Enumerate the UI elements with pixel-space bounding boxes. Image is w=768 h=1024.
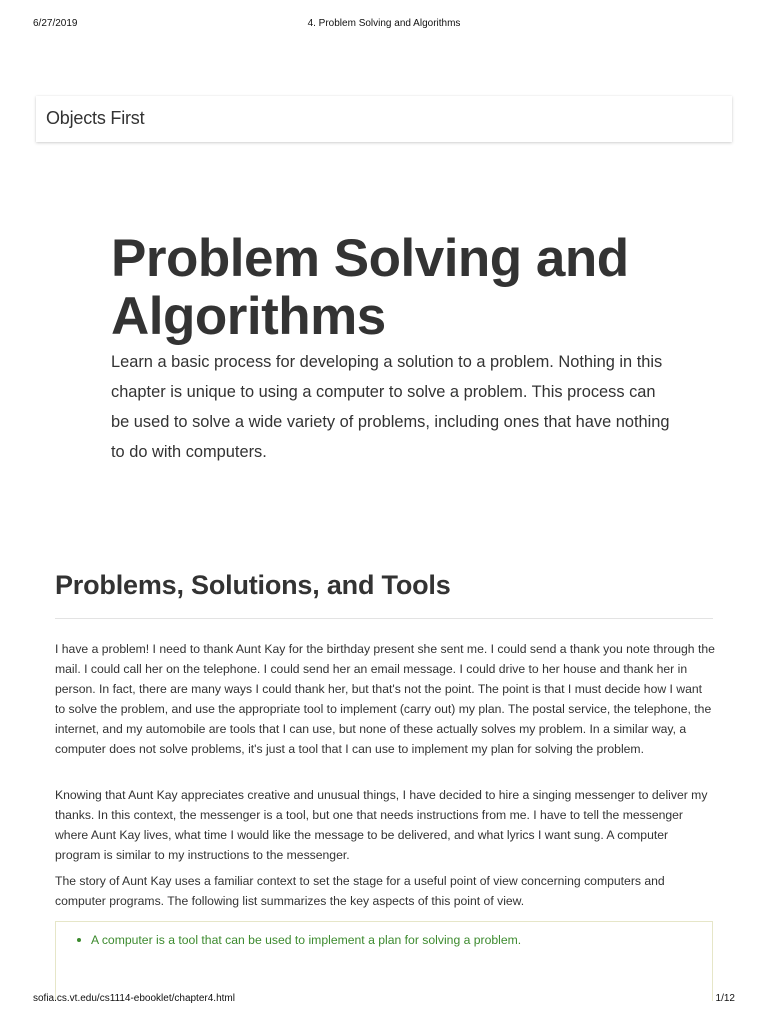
print-header: [0, 18, 768, 32]
section-heading: Problems, Solutions, and Tools: [55, 570, 451, 600]
print-date: 6/27/2019: [33, 18, 78, 29]
print-url: sofia.cs.vt.edu/cs1114-ebooklet/chapter4.html: [33, 993, 235, 1004]
brand-link[interactable]: Objects First: [46, 108, 145, 128]
key-points-callout: [55, 921, 713, 1001]
paragraph-point-of-view: The story of Aunt Kay uses a familiar context to set the stage for a useful point of view concerning computers and computer programs. The following list summarizes the key aspects of this point of view.: [55, 874, 665, 908]
chapter-title: Problem Solving and Algorithms: [111, 229, 629, 346]
paragraph-aunt-kay-problem: I have a problem! I need to thank Aunt Kay for the birthday present she sent me. I could send a thank you note through the mail. I could call her on the telephone. I could send her an email message. I could drive to her house and thank her in person. In fact, there are many ways I could thank her, but that's not the point. The point is that I must decide how I want to solve the problem, and use the appropriate tool to implement (carry out) my plan. The postal service, the telephone, the internet, and my automobile are tools that I can use, but none of these actually solves my problem. In a similar way, a computer does not solve problems, it's just a tool that I can use to implement my plan for solving the problem.: [55, 642, 715, 756]
list-item: [77, 932, 521, 948]
section-divider: [55, 618, 713, 619]
print-page-number: 1/12: [715, 993, 735, 1004]
paragraph-singing-messenger: Knowing that Aunt Kay appreciates creative and unusual things, I have decided to hire a singing messenger to deliver my thanks. In this context, the messenger is a tool, but one that needs instructions from me. I have to tell the messenger where Aunt Kay lives, what time I would like the message to be delivered, and what lyrics I want sung. A computer program is similar to my instructions to the messenger.: [55, 788, 708, 862]
print-footer: [0, 993, 768, 1007]
print-page-title: 4. Problem Solving and Algorithms: [307, 18, 461, 29]
chapter-lead: Learn a basic process for developing a solution to a problem. Nothing in this chapter is unique to using a computer to solve a problem. This process can be used to solve a wide variety of problems, including ones that have nothing to do with computers.: [111, 353, 670, 461]
key-point-text: A computer is a tool that can be used to implement a plan for solving a problem.: [91, 933, 522, 947]
bullet-icon: [77, 938, 81, 942]
navbar: [36, 96, 732, 142]
